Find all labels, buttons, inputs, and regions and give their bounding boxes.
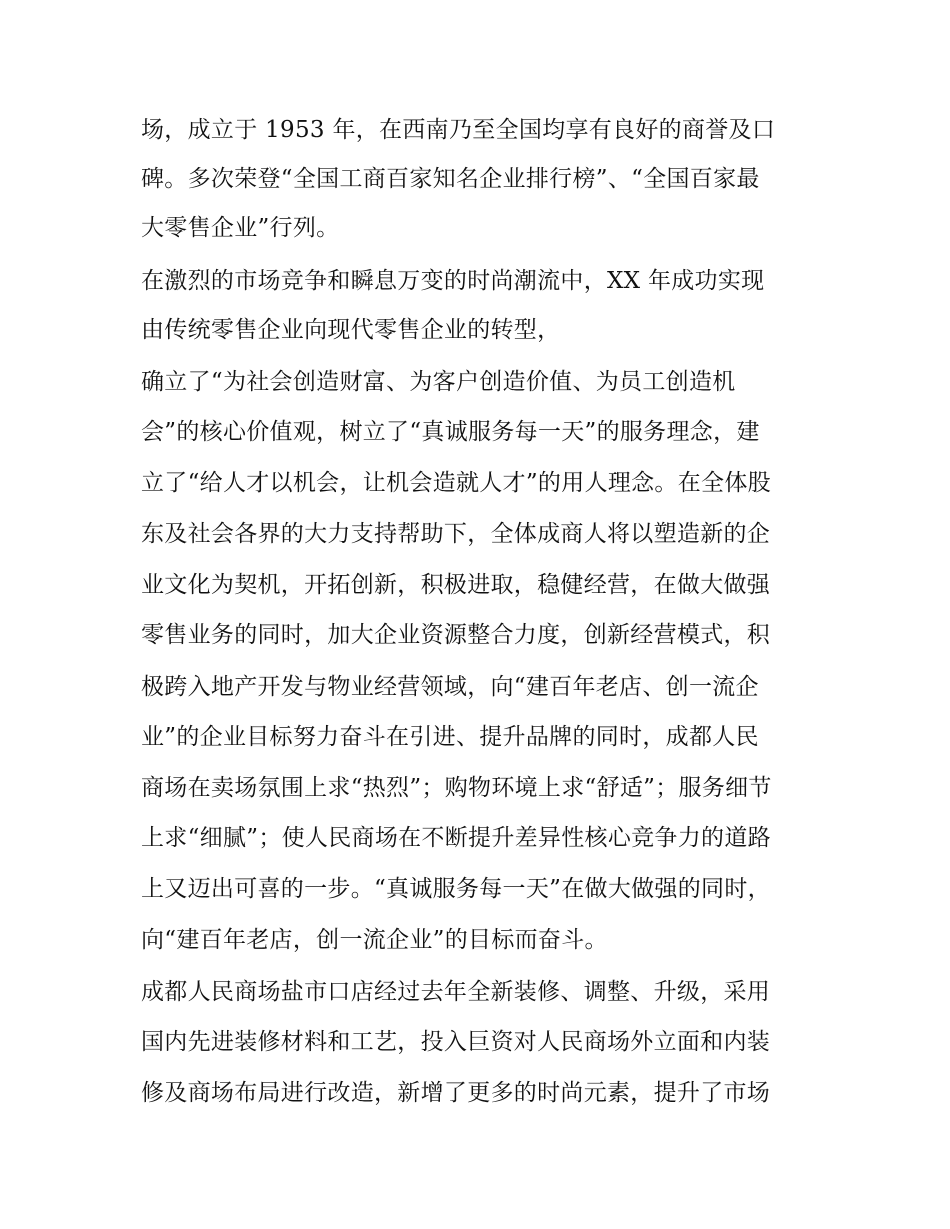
- text-line: 立了“给人才以机会，让机会造就人才”的用人理念。在全体股: [141, 470, 771, 496]
- text-line: 国内先进装修材料和工艺，投入巨资对人民商场外立面和内装: [141, 1029, 771, 1055]
- text-line: 极跨入地产开发与物业经营领域，向“建百年老店、创一流企: [141, 674, 759, 700]
- text-line: 东及社会各界的大力支持帮助下，全体成商人将以塑造新的企: [141, 521, 771, 547]
- text-line: 确立了“为社会创造财富、为客户创造价值、为员工创造机: [141, 369, 736, 395]
- text-line: 向“建百年老店，创一流企业”的目标而奋斗。: [141, 927, 608, 953]
- text-line: 零售业务的同时，加大企业资源整合力度，创新经营模式，积: [141, 622, 771, 648]
- text-line: 由传统零售企业向现代零售企业的转型，: [141, 317, 561, 343]
- text-line: 碑。多次荣登“全国工商百家知名企业排行榜”、“全国百家最: [141, 166, 760, 192]
- text-line: 业”的企业目标努力奋斗在引进、提升品牌的同时，成都人民: [141, 724, 759, 750]
- text-line: 商场在卖场氛围上求“热烈”；购物环境上求“舒适”；服务细节: [141, 775, 772, 801]
- text-line: 大零售企业”行列。: [141, 215, 340, 241]
- text-line: 上又迈出可喜的一步。“真诚服务每一天”在做大做强的同时，: [141, 876, 771, 902]
- text-line: 业文化为契机，开拓创新，积极进取，稳健经营，在做大做强: [141, 572, 771, 598]
- text-line: 会”的核心价值观，树立了“真诚服务每一天”的服务理念，建: [141, 419, 760, 445]
- text-line: 修及商场布局进行改造，新增了更多的时尚元素，提升了市场: [141, 1080, 771, 1106]
- text-line: 场，成立于 1953 年，在西南乃至全国均享有良好的商誉及口: [141, 117, 776, 143]
- text-line: 在激烈的市场竞争和瞬息万变的时尚潮流中，XX 年成功实现: [141, 268, 765, 294]
- text-line: 上求“细腻”；使人民商场在不断提升差异性核心竞争力的道路: [141, 825, 771, 851]
- text-line: 成都人民商场盐市口店经过去年全新装修、调整、升级，采用: [141, 979, 771, 1005]
